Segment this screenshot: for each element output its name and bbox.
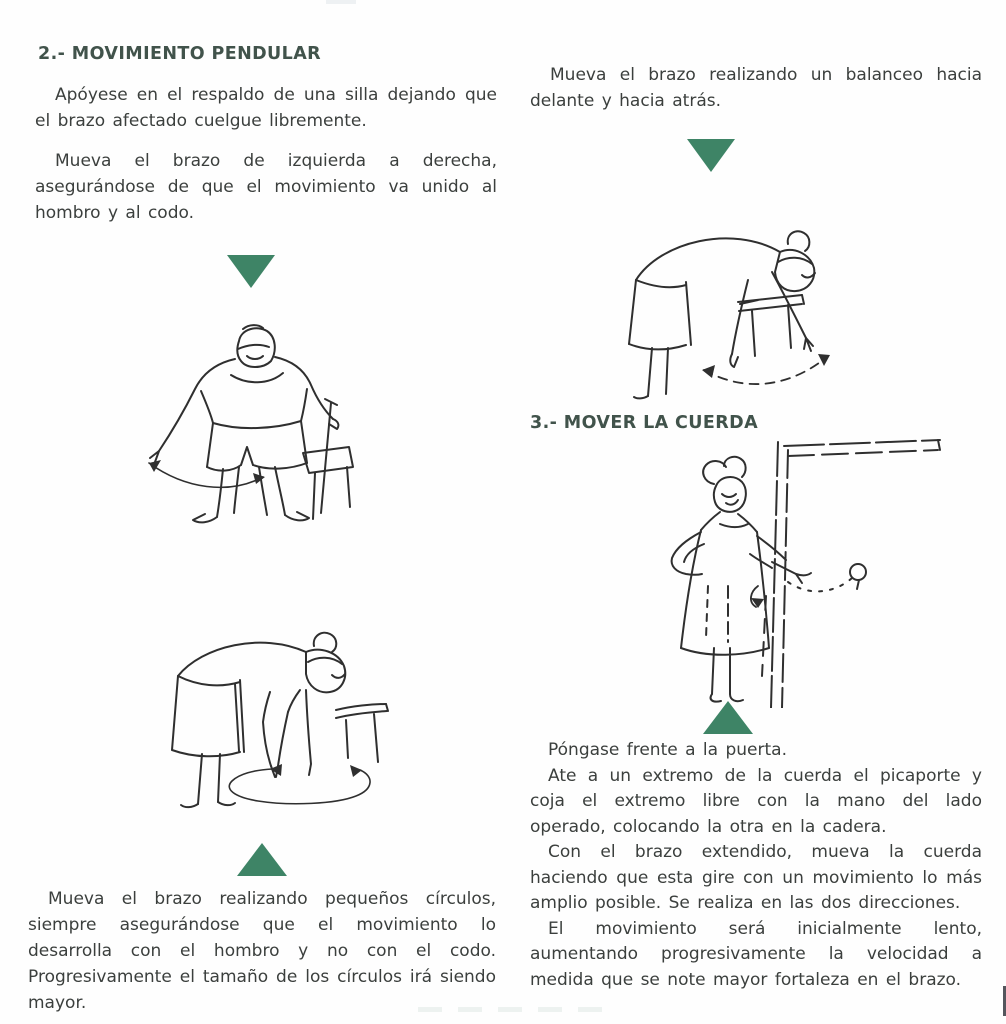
down-triangle-icon bbox=[227, 255, 275, 288]
figure-pendulum-front-back bbox=[612, 208, 862, 403]
paragraph-apoyese: Apóyese en el respaldo de una silla dejando que el brazo afectado cuelgue libremente. bbox=[35, 85, 497, 131]
section-heading-movimiento-pendular: 2.- MOVIMIENTO PENDULAR bbox=[38, 44, 322, 64]
rope-instructions-block bbox=[530, 738, 982, 993]
paragraph-mueva-circulos: Mueva el brazo realizando pequeños círculos, siempre asegurándose que el movimiento lo desarrolla con el hombro y no con el codo. Progresivamente el tamaño de los círculos irá siendo mayor. bbox=[28, 889, 496, 1013]
figure-pendulum-circles bbox=[150, 612, 390, 812]
figure-rope-door bbox=[638, 436, 958, 708]
paragraph-balanceo: Mueva el brazo realizando un balanceo hacia delante y hacia atrás. bbox=[530, 65, 982, 111]
paragraph-mueva-izquierda-derecha: Mueva el brazo de izquierda a derecha, asegurándose de que el movimiento va unido al hombro y al codo. bbox=[35, 151, 497, 223]
paragraph-movimiento-lento: El movimiento será inicialmente lento, aumentando progresivamente la velocidad a medida que se note mayor fortaleza en el brazo. bbox=[530, 918, 982, 990]
paragraph-pongase: Póngase frente a la puerta. bbox=[548, 740, 787, 760]
up-triangle-icon bbox=[703, 701, 753, 734]
figure-pendulum-side-swing bbox=[135, 305, 355, 540]
paragraph-con-brazo: Con el brazo extendido, mueva la cuerda haciendo que esta gire con un movimiento lo más amplio posible. Se realiza en las dos direcciones. bbox=[530, 842, 982, 913]
down-triangle-icon bbox=[687, 139, 735, 172]
paragraph-ate-cuerda: Ate a un extremo de la cuerda el picaporte y coja el extremo libre con la mano del lado operado, colocando la otra en la cadera. bbox=[530, 765, 982, 837]
scan-smudge-top bbox=[326, 0, 356, 4]
section-heading-mover-la-cuerda: 3.- MOVER LA CUERDA bbox=[530, 413, 759, 433]
up-triangle-icon bbox=[237, 843, 287, 876]
